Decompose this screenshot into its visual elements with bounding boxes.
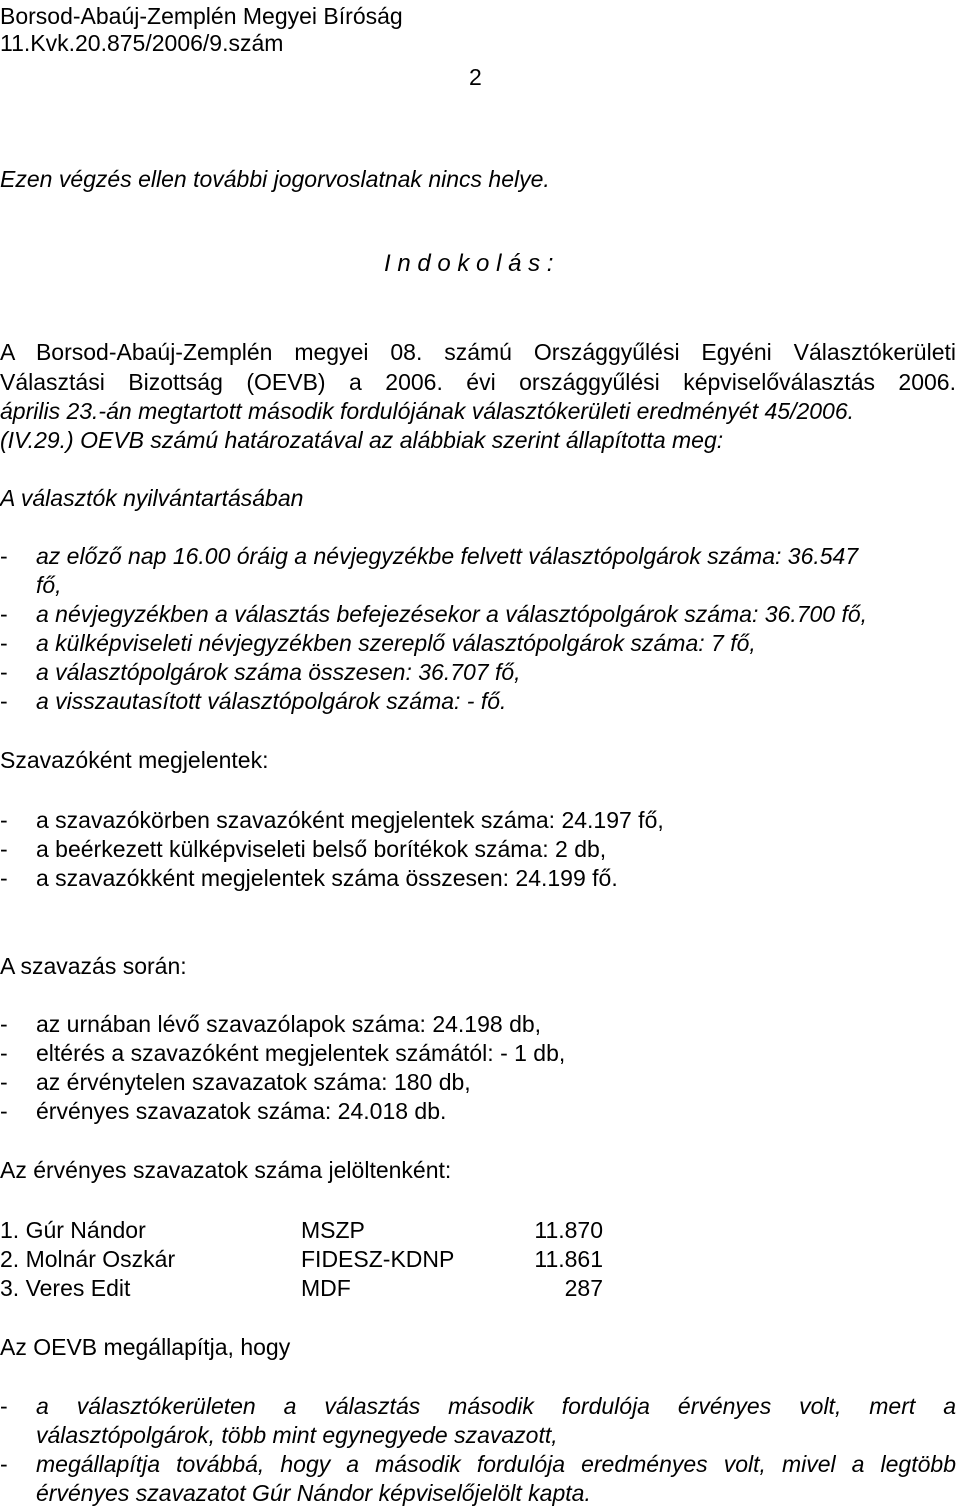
court-name: Borsod-Abaúj-Zemplén Megyei Bíróság [0,3,403,29]
list-item-text: a visszautasított választópolgárok száma: - fő. [36,688,507,714]
list-item-text: a szavazókként megjelentek száma összesen: 24.199 fő. [36,865,618,891]
list-item-continuation: fő, [36,572,62,598]
list-item-text: az urnában lévő szavazólapok száma: 24.198 db, [36,1011,542,1037]
findings-heading: Az OEVB megállapítja, hogy [0,1334,291,1360]
list-item-text: megállapítja továbbá, hogy a második fordulója eredményes volt, mivel a legtöbb [36,1451,956,1477]
results-heading: Az érvényes szavazatok száma jelöltenként: [0,1157,452,1183]
candidate-votes: 287 [564,1275,603,1301]
document-page: Borsod-Abaúj-Zemplén Megyei Bíróság 11.Kvk.20.875/2006/9.szám 2 Ezen végzés ellen további jogorvoslatnak nincs helye. I n d o k o l á s : A Borsod-Abaúj-Zemplén megyei 08. számú Országgyűlési Egyéni Választókerületi Választási Bizottság (OEVB) a 2006. évi országgyűlési képviselőválasztás 2006. április 23.-án megtartott második fordulójának választókerületi eredményét 45/2006. (IV.29.) OEVB számú határozatával az alábbiak szerint állapította meg: A választók nyilvántartásában - az előző nap 16.00 óráig a névjegyzékbe felvett választópolgárok száma: 36.547 fő, - a névjegyzékben a választás befejezésekor a választópolgárok száma: 36.700 fő, - a külképviseleti névjegyzékben szereplő választópolgárok száma: 7 fő, - a választópolgárok száma összesen: 36.707 fő, - a visszautasított választópolgárok száma: - fő. Szavazóként megjelentek: - a szavazókörben szavazóként megjelentek száma: 24.197 fő, - a beérkezett külképviseleti belső borítékok száma: 2 db, - a szavazókként megjelentek száma összesen: 24.199 fő. A szavazás során: - az urnában lévő szavazólapok száma: 24.198 db, - eltérés a szavazóként megjelentek számától: - 1 db, - az érvénytelen szavazatok száma: 180 db, - érvényes szavazatok száma: 24.018 db. Az érvényes szavazatok száma jelöltenként: 1. Gúr Nándor MSZP 11.870 2. Molnár Oszkár FIDESZ-KDNP 11.861 3. Veres Edit MDF 287 Az OEVB megállapítja, hogy - a választókerületen a választás második fordulója érvényes volt, mert a választópolgárok, több mint egynegyede szavazott, - megállapítja továbbá, hogy a második fordulója eredményes volt, mivel a legtöbb érvényes szavazatot Gúr Nándor képviselőjelölt kapta. [0,3,956,1506]
candidate-party: FIDESZ-KDNP [301,1246,455,1272]
intro-line-2: Választási Bizottság (OEVB) a 2006. évi országgyűlési képviselőválasztás 2006. [0,369,956,395]
list-item-text: a beérkezett külképviseleti belső borítékok száma: 2 db, [36,836,607,862]
appeared-heading: Szavazóként megjelentek: [0,747,269,773]
candidate-name: 2. Molnár Oszkár [0,1246,176,1272]
intro-line-1: A Borsod-Abaúj-Zemplén megyei 08. számú Országgyűlési Egyéni Választókerületi [0,339,956,365]
candidate-votes: 11.870 [534,1217,603,1243]
candidate-name: 1. Gúr Nándor [0,1217,146,1243]
list-item-continuation: érvényes szavazatot Gúr Nándor képviselőjelölt kapta. [36,1480,591,1506]
list-item-text: eltérés a szavazóként megjelentek számától: - 1 db, [36,1040,566,1066]
list-item-text: érvényes szavazatok száma: 24.018 db. [36,1098,447,1124]
list-item-continuation: választópolgárok, több mint egynegyede szavazott, [36,1422,558,1448]
list-item-text: a névjegyzékben a választás befejezésekor a választópolgárok száma: 36.700 fő, [36,601,868,627]
list-item-text: a választókerületen a választás második fordulója érvényes volt, mert a [36,1393,956,1419]
list-item-text: az előző nap 16.00 óráig a névjegyzékbe felvett választópolgárok száma: 36.547 [36,543,859,569]
candidate-name: 3. Veres Edit [0,1275,131,1301]
intro-line-3: április 23.-án megtartott második fordulójának választókerületi eredményét 45/2006. [0,398,855,424]
no-appeal-notice: Ezen végzés ellen további jogorvoslatnak nincs helye. [0,166,550,192]
candidate-party: MDF [301,1275,351,1301]
candidate-votes: 11.861 [534,1246,603,1272]
list-item-text: a választópolgárok száma összesen: 36.707 fő, [36,659,521,685]
case-number: 11.Kvk.20.875/2006/9.szám [0,30,284,56]
list-item-text: a szavazókörben szavazóként megjelentek száma: 24.197 fő, [36,807,664,833]
list-item-text: a külképviseleti névjegyzékben szereplő választópolgárok száma: 7 fő, [36,630,756,656]
reasoning-title: I n d o k o l á s : [384,250,554,277]
voting-heading: A szavazás során: [0,953,187,979]
page-number: 2 [469,64,482,90]
list-item-text: az érvénytelen szavazatok száma: 180 db, [36,1069,471,1095]
intro-line-4: (IV.29.) OEVB számú határozatával az alábbiak szerint állapította meg: [0,427,724,453]
voters-register-heading: A választók nyilvántartásában [0,485,304,511]
candidate-party: MSZP [301,1217,365,1243]
